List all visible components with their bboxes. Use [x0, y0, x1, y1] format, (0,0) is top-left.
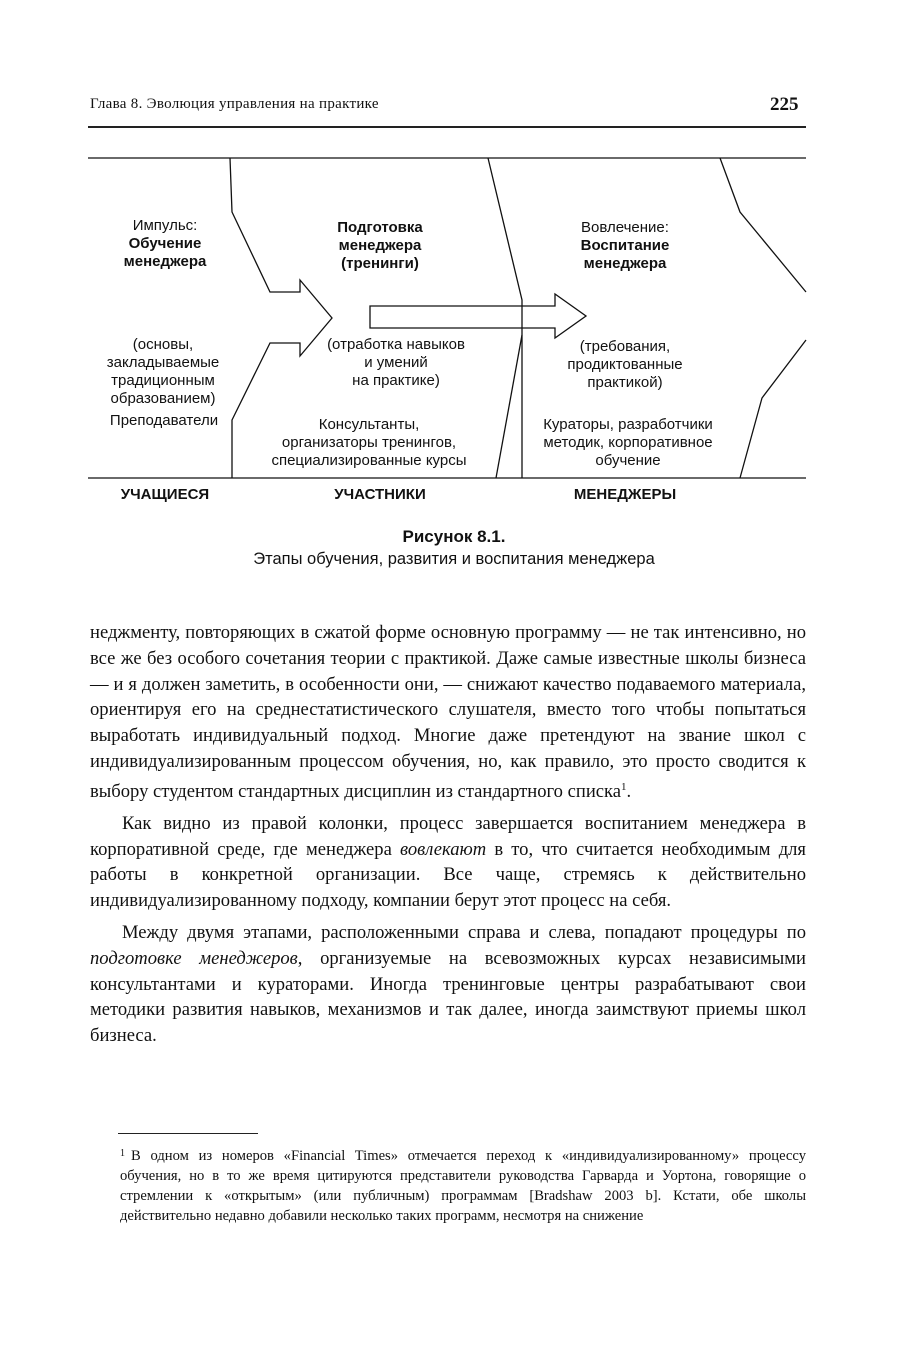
paragraph-3-emphasis: подготовке менеджеров	[90, 947, 298, 969]
col3-desc-line: продиктованные	[567, 356, 683, 373]
col3-agents-line: Кураторы, разработчики	[543, 416, 713, 433]
paragraph-2	[90, 811, 806, 914]
col2-agents-line: специализированные курсы	[271, 452, 467, 469]
col2-description	[306, 336, 486, 390]
col1-title-line1: Импульс:	[132, 217, 198, 234]
col3-title	[545, 219, 705, 273]
col3-agents-line: методик, корпоративное	[543, 434, 713, 451]
figure-title: Рисунок 8.1.	[402, 527, 506, 546]
paragraph-3-end: , организуемые на всевозможных курсах независимыми консультантами и кураторами. Иногда тренинговые центры разрабатывают свои методики развития навыков, механизмов и так далее, иногда заимствуют приемы школ бизнеса.	[90, 947, 806, 1047]
col1-agents: Преподаватели	[109, 412, 219, 429]
footnote-reference: 1	[621, 780, 627, 793]
col3-desc-line: практикой)	[587, 374, 663, 391]
col1-desc-line: закладываемые	[106, 354, 220, 371]
footnote-mark: 1	[120, 1148, 125, 1159]
col2-title-line: менеджера	[338, 237, 422, 254]
body-text	[90, 620, 806, 1049]
col2-agents	[246, 416, 492, 470]
col3-title-bold1: Воспитание	[580, 237, 670, 254]
col1-title-bold1: Обучение	[128, 235, 202, 252]
col2-title	[290, 219, 470, 273]
col2-label: УЧАСТНИКИ	[334, 486, 426, 503]
footnote-rule	[118, 1133, 258, 1134]
col3-label: МЕНЕДЖЕРЫ	[573, 486, 677, 503]
col2-desc-line: (отработка навыков	[327, 336, 465, 353]
paragraph-2-start: Как видно из правой колонки, процесс завершается воспитанием менеджера в корпоративной среде, где менеджера	[90, 812, 806, 860]
paragraph-2-end: в то, что считается необходимым для работы в конкретной организации. Все чаще, стремясь к действительно индивидуализированному подходу, компании берут этот процесс на себя.	[90, 838, 806, 912]
col3-agents-line: обучение	[595, 452, 661, 469]
paragraph-1-text: неджменту, повторяющих в сжатой форме основную программу — не так интенсивно, но все же без особого сочетания теории с практикой. Даже самые известные школы бизнеса — и я должен заметить, в особенности они, — снижают качество подаваемого материала, ориентируя его на среднестатистического слушателя, вместо того чтобы попытаться выработать индивидуальный подход. Многие даже претендуют на звание школ с индивидуализированным процессом обучения, но, как правило, это просто сводится к выбору студентом стандартных дисциплин из стандартного списка	[90, 622, 806, 802]
paragraph-2-emphasis: вовлекают	[400, 838, 487, 860]
col1-title	[95, 217, 235, 271]
col1-desc-line: образованием)	[110, 390, 216, 407]
col3-agents	[522, 416, 734, 470]
col1-title-bold2: менеджера	[123, 253, 207, 270]
col3-title-bold2: менеджера	[583, 255, 667, 272]
chevron-3-top	[720, 158, 806, 292]
col1-desc-line: традиционным	[111, 372, 215, 389]
page-number: 225	[770, 94, 799, 115]
col3-title-line1: Вовлечение:	[581, 219, 669, 236]
col1-label: УЧАЩИЕСЯ	[120, 486, 210, 503]
paragraph-3-start: Между двумя этапами, расположенными справа и слева, попадают процедуры по	[122, 921, 806, 943]
arrow-to-managers	[370, 294, 586, 338]
col1-description	[88, 336, 238, 408]
col3-desc-line: (требования,	[579, 338, 671, 355]
paragraph-1	[90, 620, 806, 805]
running-title: Глава 8. Эволюция управления на практике	[90, 96, 379, 112]
col3-description	[545, 338, 705, 392]
chevron-3-bottom	[740, 340, 806, 478]
col2-agents-line: организаторы тренингов,	[281, 434, 457, 451]
chevron-2-bottom	[496, 335, 522, 478]
col2-agents-line: Консультанты,	[318, 416, 420, 433]
footnote	[120, 1146, 806, 1226]
paragraph-3	[90, 920, 806, 1049]
col2-title-line: Подготовка	[337, 219, 423, 236]
col2-desc-line: на практике)	[352, 372, 440, 389]
paragraph-1-end: .	[626, 780, 632, 802]
col2-desc-line: и умений	[364, 354, 428, 371]
figure-caption: Этапы обучения, развития и воспитания менеджера	[253, 550, 655, 568]
col1-desc-line: (основы,	[132, 336, 194, 353]
footnote-text: В одном из номеров «Financial Times» отмечается переход к «индивидуализированному» процессу обучения, но в то же время цитируются представители руководства Гарварда и Уортона, говорящие о стремлении к «открытым» (или публичным) программам [Bradshaw 2003 b]. Кстати, обе школы действительно недавно добавили несколько таких программ, несмотря на снижение	[120, 1148, 806, 1224]
col2-title-line: (тренинги)	[341, 255, 419, 272]
